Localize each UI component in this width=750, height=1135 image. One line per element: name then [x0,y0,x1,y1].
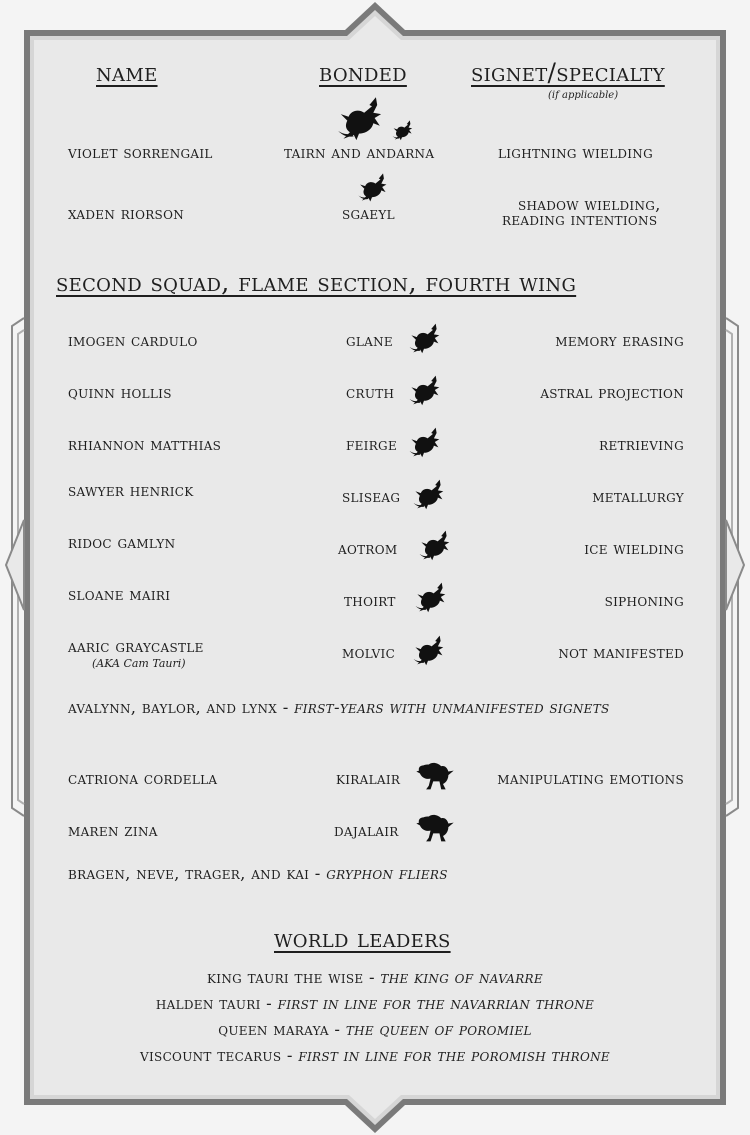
squad-bonded: molvic [342,643,396,662]
header-bonded: bonded [319,58,407,87]
lead-signet-line1: shadow wielding, [518,195,661,214]
squad-name: sawyer henrick [68,481,194,500]
squad-signet: siphoning [604,591,684,610]
squad-signet: memory erasing [555,331,684,350]
dragon-icon-sgaeyl [352,170,392,204]
squad-signet: metallurgy [592,487,684,506]
squad-signet: not manifested [558,643,684,662]
header-name: name [96,58,158,87]
first-years-note: first-years with unmanifested signets [294,698,610,717]
squad-title: second squad, flame section, fourth wing [56,268,577,298]
leader-line [0,968,750,987]
squad-name: rhiannon matthias [68,435,222,454]
first-years-names: avalynn, baylor, and lynx - [68,698,295,717]
lead-signet-line2: reading intentions [502,210,658,229]
dragon-icon [414,527,454,563]
gryphon-fliers-line [68,866,448,883]
squad-aka: (AKA Cam Tauri) [92,657,186,670]
squad-bonded: cruth [346,383,395,402]
leader-name: king tauri the wise - [207,968,381,987]
squad-bonded: glane [346,331,393,350]
lead-bonded: sgaeyl [342,204,395,223]
squad-name: imogen cardulo [68,331,198,350]
squad-signet: retrieving [599,435,684,454]
leader-name: viscount tecarus - [140,1046,299,1065]
lead-signet: lightning wielding [498,143,653,162]
gryphon-bonded: dajalair [334,821,399,840]
header-signet: signet/specialty [471,58,665,87]
gryphon-name: maren zina [68,821,158,840]
gryphon-signet: manipulating emotions [497,769,684,788]
squad-name: sloane mairi [68,585,171,604]
lead-name: violet sorrengail [68,143,213,162]
dragon-icon [410,579,450,615]
squad-bonded: sliseag [342,487,401,506]
gryphon-bonded: kiralair [336,769,401,788]
dragon-icon [408,476,448,512]
squad-name: quinn hollis [68,383,172,402]
leader-note: the king of navarre [380,968,543,987]
leader-line [0,1020,750,1039]
dragon-icon [408,632,448,668]
squad-signet: astral projection [540,383,684,402]
leader-name: queen maraya - [218,1020,346,1039]
leader-note: first in line for the poromish throne [298,1046,610,1065]
lead-name: xaden riorson [68,204,185,223]
first-years-line [68,700,610,717]
gryphon-fliers-names: bragen, neve, trager, and kai - [68,864,327,883]
dragon-icon [404,320,444,356]
squad-name: ridoc gamlyn [68,533,176,552]
gryphon-name: catriona cordella [68,769,218,788]
dragon-icon [404,372,444,408]
leader-line [0,994,750,1013]
squad-bonded: feirge [346,435,398,454]
dragon-icon [404,424,444,460]
world-leaders-title: world leaders [274,924,451,953]
leader-line [0,1046,750,1065]
gryphon-icon [414,760,456,792]
gryphon-icon [414,812,456,844]
leader-note: the queen of poromiel [345,1020,532,1039]
squad-name: aaric graycastle [68,637,204,656]
lead-bonded: tairn and andarna [284,143,435,162]
squad-bonded: thoirt [344,591,396,610]
dragon-icon-tairn [330,92,388,144]
dragon-icon-andarna [390,118,414,142]
leader-note: first in line for the navarrian throne [277,994,595,1013]
squad-bonded: aotrom [338,539,398,558]
leader-name: halden tauri - [155,994,278,1013]
signet-note: (if applicable) [548,90,619,101]
squad-signet: ice wielding [584,539,684,558]
gryphon-fliers-note: gryphon fliers [326,864,448,883]
